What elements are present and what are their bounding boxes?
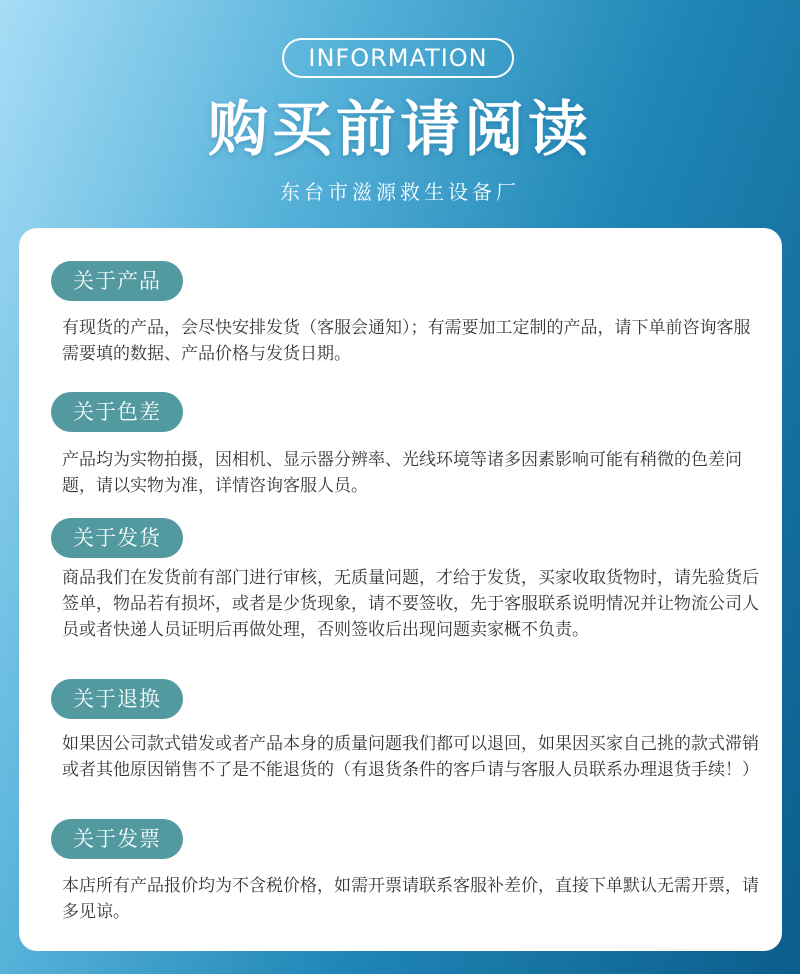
section-text-invoice: 本店所有产品报价均为不含税价格，如需开票请联系客服补差价，直接下单默认无需开票，请多见谅。 [62, 876, 759, 922]
information-badge: INFORMATION [282, 38, 514, 78]
section-text-color: 产品均为实物拍摄，因相机、显示器分辨率、光线环境等诸多因素影响可能有稍微的色差问题，请以实物为准，详情咨询客服人员。 [62, 450, 742, 496]
section-heading-returns: 关于退换 [51, 679, 183, 719]
section-heading-invoice: 关于发票 [51, 819, 183, 859]
info-card [19, 228, 782, 951]
section-text-returns: 如果因公司款式错发或者产品本身的质量问题我们都可以退回，如果因买家自己挑的款式滞销或者其他原因销售不了是不能退货的（有退货条件的客戶请与客服人员联系办理退货手续！） [62, 734, 759, 780]
section-heading-product: 关于产品 [51, 261, 183, 301]
section-heading-color: 关于色差 [51, 392, 183, 432]
company-name: 东台市滋源救生设备厂 [280, 180, 520, 204]
page-header [0, 0, 800, 225]
page-title: 购买前请阅读 [208, 95, 592, 165]
section-text-product: 有现货的产品，会尽快安排发货（客服会通知）；有需要加工定制的产品，请下单前咨询客服需要填的数据、产品价格与发货日期。 [62, 318, 751, 364]
section-heading-shipping: 关于发货 [51, 518, 183, 558]
section-text-shipping: 商品我们在发货前有部门进行审核，无质量问题，才给于发货，买家收取货物时，请先验货后签单，物品若有损坏，或者是少货现象，请不要签收，先于客服联系说明情况并让物流公司人员或者快递人员证明后再做处理，否则签收后出现问题卖家概不负责。 [62, 568, 759, 640]
